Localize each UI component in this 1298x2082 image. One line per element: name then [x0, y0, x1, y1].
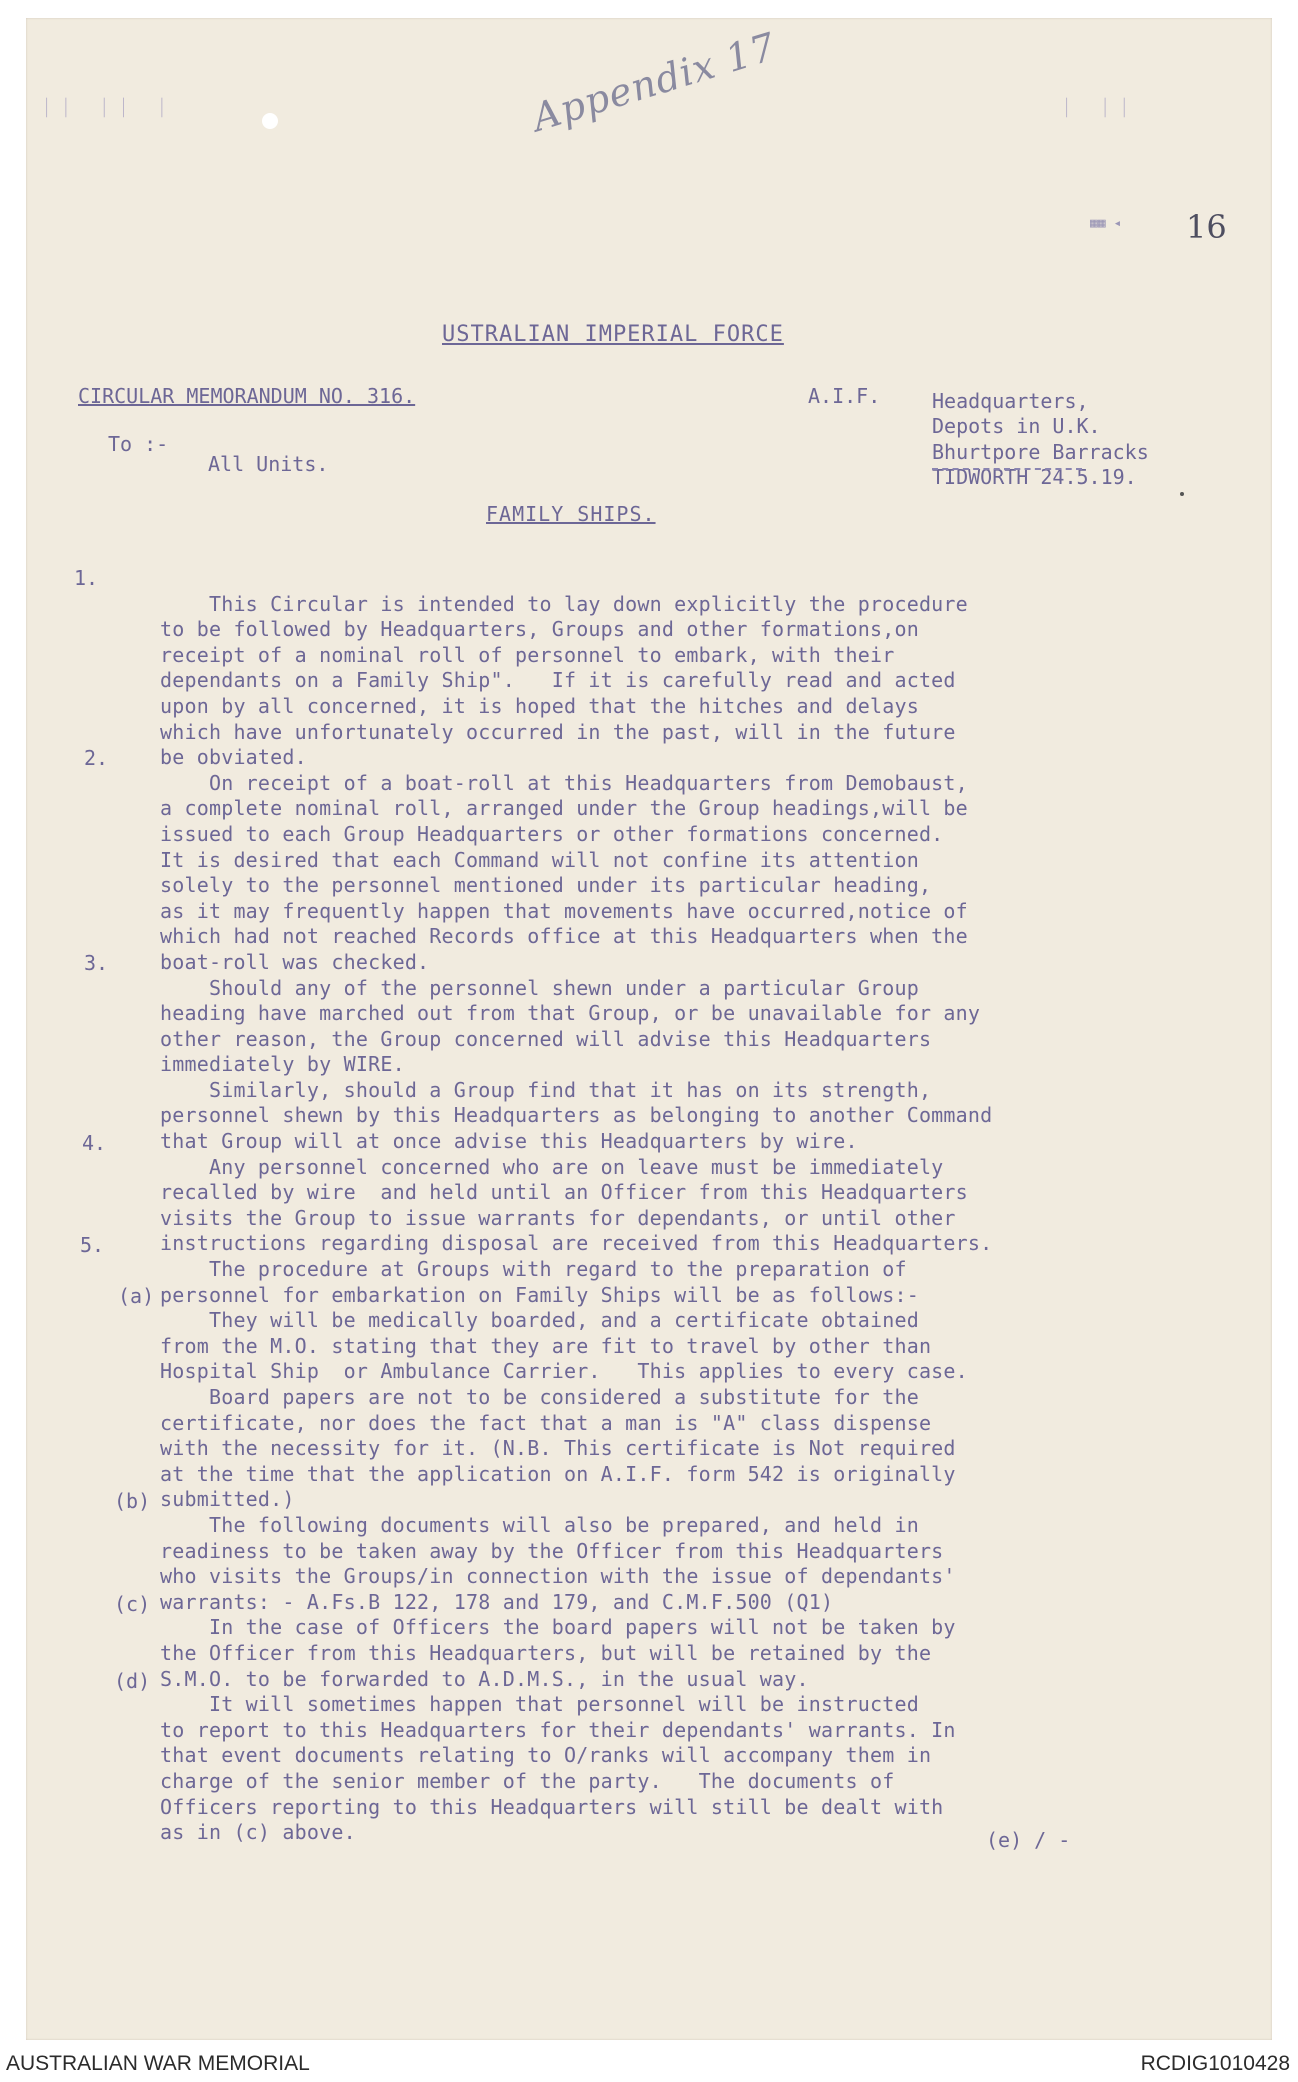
- body-line: at the time that the application on A.I.F. form 542 is originally: [160, 1461, 956, 1486]
- body-line: other reason, the Group concerned will advise this Headquarters: [160, 1026, 932, 1051]
- body-line: The following documents will also be prepared, and held in: [160, 1512, 919, 1537]
- ink-dot: [1180, 492, 1184, 496]
- ink-marks-right: ᛁ ᛁᛁ: [1060, 96, 1137, 121]
- body-line: issued to each Group Headquarters or other formations concerned.: [160, 821, 944, 846]
- to-label: To :-: [108, 432, 169, 456]
- punch-hole: [262, 113, 278, 129]
- address-rule: [932, 468, 1082, 470]
- footer-reference: RCDIG1010428: [1140, 2052, 1290, 2075]
- continuation-marker: (e) / -: [986, 1828, 1071, 1852]
- body-line: Hospital Ship or Ambulance Carrier. This applies to every case.: [160, 1359, 968, 1384]
- paragraph-number: 2.: [84, 746, 109, 770]
- body-line: visits the Group to issue warrants for dependants, or until other: [160, 1205, 956, 1230]
- body-line: with the necessity for it. (N.B. This certificate is Not required: [160, 1436, 956, 1461]
- body-line: that Group will at once advise this Headquarters by wire.: [160, 1129, 858, 1154]
- body-line: who visits the Groups/in connection with the issue of dependants': [160, 1564, 956, 1589]
- body-line: which have unfortunately occurred in the past, will in the future: [160, 719, 956, 744]
- body-line: upon by all concerned, it is hoped that the hitches and delays: [160, 693, 919, 718]
- body-line: On receipt of a boat-roll at this Headquarters from Demobaust,: [160, 770, 968, 795]
- body-line: recalled by wire and held until an Officer from this Headquarters: [160, 1180, 968, 1205]
- paragraph-number: (c): [114, 1592, 151, 1616]
- address-line: TIDWORTH 24.5.19.: [932, 465, 1137, 490]
- body-line: as in (c) above.: [160, 1820, 356, 1845]
- body-line: a complete nominal roll, arranged under the Group headings,will be: [160, 796, 968, 821]
- sender-address: [932, 363, 1149, 491]
- body-line: be obviated.: [160, 745, 307, 770]
- body-line: It will sometimes happen that personnel will be instructed: [160, 1692, 919, 1717]
- paragraph-number: 4.: [82, 1131, 107, 1155]
- body-line: personnel for embarkation on Family Ships will be as follows:-: [160, 1282, 919, 1307]
- paragraph-number: (d): [114, 1669, 151, 1693]
- recipients: All Units.: [208, 452, 329, 476]
- page-number: 16: [1186, 208, 1227, 246]
- handwritten-annotation: Appendix 17: [527, 24, 782, 140]
- body-line: Should any of the personnel shewn under a particular Group: [160, 975, 919, 1000]
- body-line: instructions regarding disposal are received from this Headquarters.: [160, 1231, 993, 1256]
- body-line: immediately by WIRE.: [160, 1052, 405, 1077]
- body-line: It is desired that each Command will not confine its attention: [160, 847, 919, 872]
- body-line: to be followed by Headquarters, Groups and other formations,on: [160, 617, 919, 642]
- paragraph-number: (b): [114, 1489, 151, 1513]
- body-line: charge of the senior member of the party. The documents of: [160, 1768, 895, 1793]
- body-line: solely to the personnel mentioned under its particular heading,: [160, 873, 932, 898]
- address-line: Headquarters,: [932, 388, 1089, 413]
- body-line: Board papers are not to be considered a substitute for the: [160, 1385, 919, 1409]
- body-line: This Circular is intended to lay down explicitly the procedure: [160, 591, 968, 616]
- body-line: S.M.O. to be forwarded to A.D.M.S., in the usual way.: [160, 1666, 809, 1691]
- body-line: the Officer from this Headquarters, but will be retained by the: [160, 1640, 932, 1665]
- address-line: Bhurtpore Barracks: [932, 439, 1149, 464]
- body-line: Any personnel concerned who are on leave must be immediately: [160, 1154, 944, 1179]
- circular-number: CIRCULAR MEMORANDUM NO. 316.: [78, 384, 416, 408]
- body-line: warrants: - A.Fs.B 122, 178 and 179, and C.M.F.500 (Q1): [160, 1589, 834, 1614]
- body-line: In the case of Officers the board papers will not be taken by: [160, 1615, 956, 1640]
- footer-source: AUSTRALIAN WAR MEMORIAL: [6, 2052, 310, 2075]
- body-line: which had not reached Records office at this Headquarters when the: [160, 924, 968, 949]
- body-line: boat-roll was checked.: [160, 949, 430, 974]
- body-line: Similarly, should a Group find that it has on its strength,: [160, 1077, 932, 1102]
- body-line: Officers reporting to this Headquarters will still be dealt with: [160, 1794, 944, 1819]
- body-line: heading have marched out from that Group, or be unavailable for any: [160, 1001, 981, 1026]
- memorandum-body: [160, 566, 992, 1846]
- body-line: dependants on a Family Ship". If it is carefully read and acted: [160, 668, 956, 693]
- body-line: personnel shewn by this Headquarters as belonging to another Command: [160, 1103, 993, 1128]
- aif-label: A.I.F.: [808, 384, 881, 408]
- body-line: that event documents relating to O/ranks will accompany them in: [160, 1743, 932, 1768]
- paragraph-number: 1.: [74, 566, 99, 590]
- body-line: The procedure at Groups with regard to the preparation of: [160, 1257, 907, 1282]
- body-line: submitted.): [160, 1487, 295, 1512]
- body-line: certificate, nor does the fact that a man is "A" class dispense: [160, 1410, 932, 1435]
- body-line: They will be medically boarded, and a certificate obtained: [160, 1308, 919, 1333]
- body-line: readiness to be taken away by the Officer from this Headquarters: [160, 1538, 944, 1563]
- document-heading: USTRALIAN IMPERIAL FORCE: [442, 322, 784, 347]
- paragraph-number: 5.: [80, 1233, 105, 1257]
- body-line: from the M.O. stating that they are fit to travel by other than: [160, 1333, 932, 1358]
- subject-title: FAMILY SHIPS.: [486, 502, 656, 526]
- stamp-mark: ▦▦ ◂: [1090, 216, 1122, 231]
- ink-marks-left: ᛁᛁ ᛁᛁ ᛁ: [40, 96, 175, 121]
- address-line: Depots in U.K.: [932, 414, 1101, 439]
- body-line: receipt of a nominal roll of personnel to embark, with their: [160, 642, 895, 667]
- paragraph-number: (a): [118, 1284, 155, 1308]
- paragraph-number: 3.: [84, 951, 109, 975]
- body-line: to report to this Headquarters for their dependants' warrants. In: [160, 1717, 956, 1742]
- body-line: as it may frequently happen that movements have occurred,notice of: [160, 898, 968, 923]
